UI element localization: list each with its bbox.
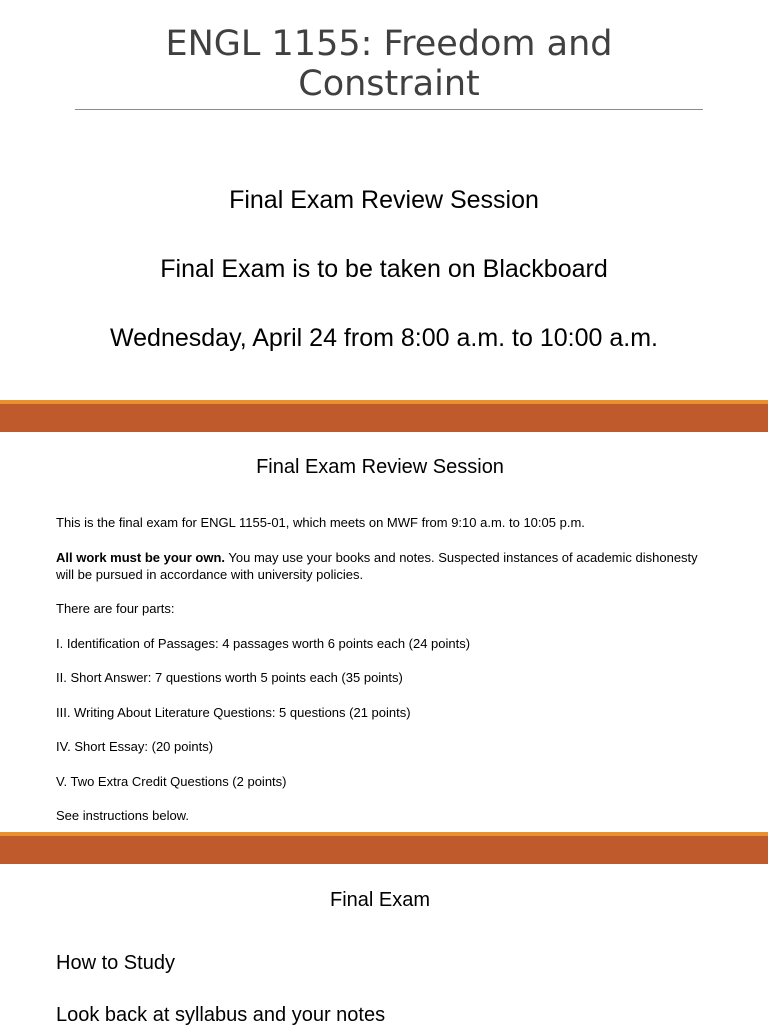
slide-1-line-date: Wednesday, April 24 from 8:00 a.m. to 10:00 a.m.	[110, 324, 658, 352]
slide-2	[0, 432, 768, 832]
academic-policy-text: You may use your books and notes. Suspected instances of academic dishonesty will be pursued in accordance with university policies.	[56, 549, 698, 582]
slide-1	[0, 0, 768, 400]
exam-part-3: III. Writing About Literature Questions: 5 questions (21 points)	[56, 704, 411, 720]
slide-3-line-how-to-study: How to Study	[56, 952, 175, 974]
exam-part-5: V. Two Extra Credit Questions (2 points)	[56, 773, 287, 789]
slide-3-title: Final Exam	[329, 889, 431, 911]
academic-policy-bold: All work must be your own.	[56, 549, 226, 565]
slide-divider-accent	[0, 832, 768, 836]
exam-part-4: IV. Short Essay: (20 points)	[56, 739, 214, 754]
slide-divider	[0, 400, 768, 432]
slide-divider	[0, 832, 768, 864]
exam-part-2: II. Short Answer: 7 questions worth 5 points each (35 points)	[56, 670, 403, 685]
exam-part-1: I. Identification of Passages: 4 passages worth 6 points each (24 points)	[56, 635, 471, 651]
slide-divider-accent	[0, 400, 768, 404]
academic-policy	[56, 549, 716, 583]
slide-1-title: ENGL 1155: Freedom and Constraint	[165, 24, 613, 104]
exam-intro: This is the final exam for ENGL 1155-01, which meets on MWF from 9:10 a.m. to 10:05 p.m.	[56, 515, 585, 530]
slide-3	[0, 865, 768, 1024]
slide-3-line-syllabus: Look back at syllabus and your notes	[56, 1004, 386, 1026]
slide-2-title: Final Exam Review Session	[256, 456, 504, 478]
slide-1-line-review: Final Exam Review Session	[229, 186, 539, 214]
slide-2-body	[56, 514, 716, 842]
slide-1-line-blackboard: Final Exam is to be taken on Blackboard	[160, 255, 608, 283]
parts-heading: There are four parts:	[56, 601, 175, 616]
instructions-note: See instructions below.	[56, 808, 189, 823]
title-underline	[75, 109, 703, 110]
